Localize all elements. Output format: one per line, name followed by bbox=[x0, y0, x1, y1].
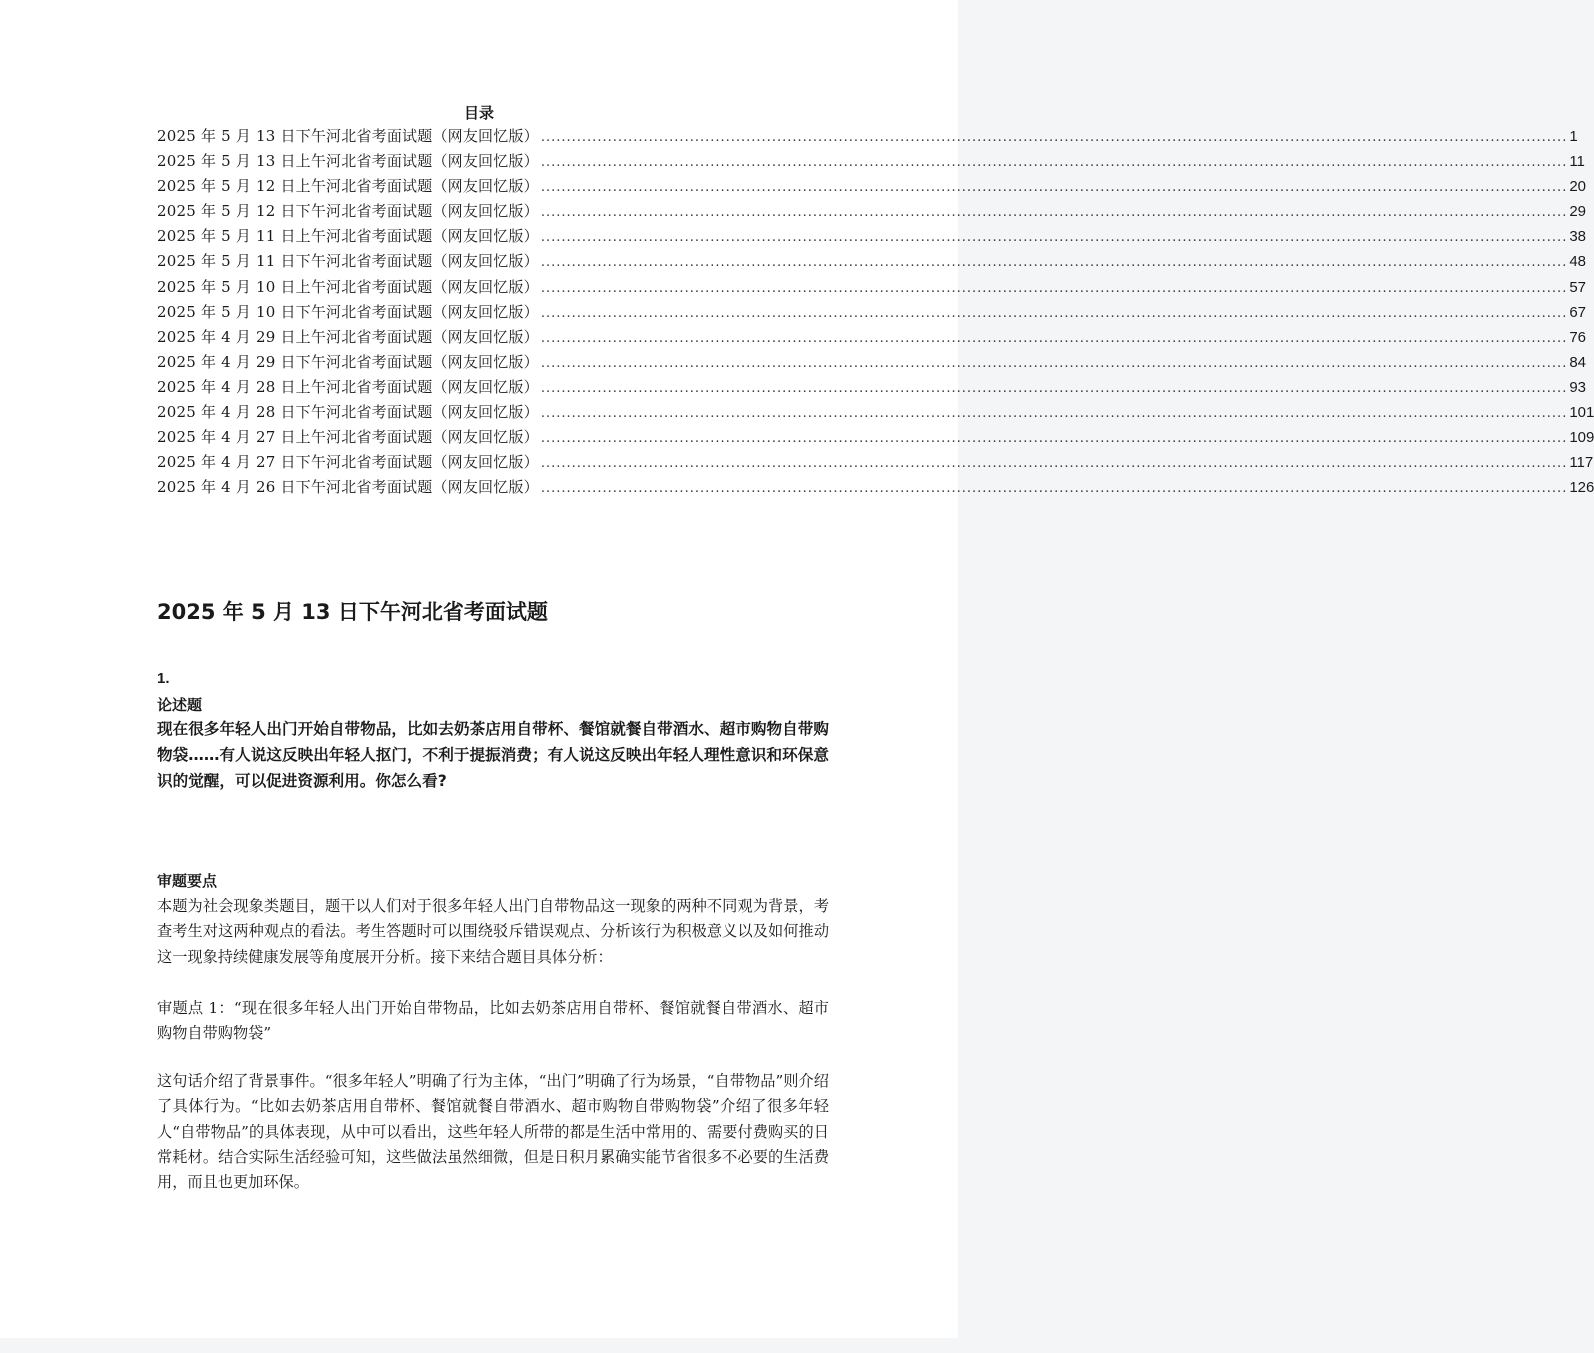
toc-entry[interactable] bbox=[157, 199, 1587, 224]
toc-leader-dots: ........................................................................................................................................................................................................ bbox=[540, 305, 1568, 321]
toc-entry-page: 109 bbox=[1569, 429, 1594, 447]
toc-entry-page: 48 bbox=[1569, 253, 1587, 271]
toc-entry[interactable] bbox=[157, 450, 1594, 475]
toc-entry[interactable] bbox=[157, 249, 1587, 274]
toc-entry-text: 2025 年 5 月 12 日上午河北省考面试题（网友回忆版） bbox=[157, 177, 539, 196]
analysis-heading: 审题要点 bbox=[157, 872, 218, 890]
analysis-paragraph: 这句话介绍了背景事件。“很多年轻人”明确了行为主体，“出门”明确了行为场景，“自带物品”则介绍了具体行为。“比如去奶茶店用自带杯、餐馆就餐自带酒水、超市购物自带购物袋”介绍了很多年轻人“自带物品”的具体表现，从中可以看出，这些年轻人所带的都是生活中常用的、需要付费购买的日常耗材。结合实际生活经验可知，这些做法虽然细微，但是日积月累确实能节省很多不必要的生活费用，而且也更加环保。 bbox=[157, 1072, 829, 1192]
section-title: 2025 年 5 月 13 日下午河北省考面试题 bbox=[157, 600, 548, 624]
toc-entry[interactable] bbox=[157, 124, 1578, 149]
toc-leader-dots: ........................................................................................................................................................................................................ bbox=[540, 255, 1568, 271]
toc-title: 目录 bbox=[463, 104, 494, 122]
toc-entry[interactable] bbox=[157, 174, 1587, 199]
toc-entry-text: 2025 年 4 月 26 日下午河北省考面试题（网友回忆版） bbox=[157, 478, 539, 497]
toc-entry[interactable] bbox=[157, 149, 1585, 174]
toc-leader-dots: ........................................................................................................................................................................................................ bbox=[540, 180, 1568, 196]
toc-entry-page: 57 bbox=[1569, 278, 1587, 296]
toc-entry-text: 2025 年 5 月 11 日下午河北省考面试题（网友回忆版） bbox=[157, 252, 539, 271]
toc-entry-text: 2025 年 5 月 10 日上午河北省考面试题（网友回忆版） bbox=[157, 277, 539, 296]
toc-entry-text: 2025 年 4 月 27 日上午河北省考面试题（网友回忆版） bbox=[157, 428, 539, 447]
toc-entry[interactable] bbox=[157, 224, 1587, 249]
analysis-paragraph: 审题点 1：“现在很多年轻人出门开始自带物品，比如去奶茶店用自带杯、餐馆就餐自带酒水、超市购物自带购物袋” bbox=[157, 999, 829, 1043]
analysis-paragraph: 本题为社会现象类题目，题干以人们对于很多年轻人出门自带物品这一现象的两种不同观为背景，考查考生对这两种观点的看法。考生答题时可以围绕驳斥错误观点、分析该行为积极意义以及如何推动这一现象持续健康发展等角度展开分析。接下来结合题目具体分析： bbox=[157, 897, 829, 966]
toc-entry[interactable] bbox=[157, 475, 1594, 500]
toc-entry[interactable] bbox=[157, 350, 1587, 375]
toc-entry[interactable] bbox=[157, 400, 1594, 425]
toc-entry-page: 76 bbox=[1569, 328, 1587, 346]
toc-entry-page: 101 bbox=[1569, 404, 1594, 422]
question-number: 1. bbox=[157, 670, 170, 687]
toc-leader-dots: ........................................................................................................................................................................................................ bbox=[540, 481, 1568, 497]
toc-entry-page: 126 bbox=[1569, 479, 1594, 497]
toc-leader-dots: ........................................................................................................................................................................................................ bbox=[540, 330, 1568, 346]
toc-entry-text: 2025 年 5 月 13 日上午河北省考面试题（网友回忆版） bbox=[157, 152, 539, 171]
toc-leader-dots: ........................................................................................................................................................................................................ bbox=[540, 431, 1568, 447]
toc-entry[interactable] bbox=[157, 375, 1587, 400]
toc-entry-text: 2025 年 5 月 13 日下午河北省考面试题（网友回忆版） bbox=[157, 127, 539, 145]
question-stem: 现在很多年轻人出门开始自带物品，比如去奶茶店用自带杯、餐馆就餐自带酒水、超市购物自带购物袋……有人说这反映出年轻人抠门，不利于提振消费；有人说这反映出年轻人理性意识和环保意识的觉醒，可以促进资源利用。你怎么看? bbox=[157, 720, 829, 790]
toc-entry-page: 93 bbox=[1569, 378, 1587, 396]
toc-entry-page: 38 bbox=[1569, 228, 1587, 246]
toc-entry[interactable] bbox=[157, 300, 1587, 325]
toc-entry-page: 84 bbox=[1569, 353, 1587, 371]
toc-entry-text: 2025 年 5 月 12 日下午河北省考面试题（网友回忆版） bbox=[157, 202, 539, 221]
toc-entry-text: 2025 年 4 月 29 日下午河北省考面试题（网友回忆版） bbox=[157, 352, 539, 371]
toc-entry-page: 67 bbox=[1569, 303, 1587, 321]
toc-leader-dots: ........................................................................................................................................................................................................ bbox=[540, 230, 1568, 246]
toc-leader-dots: ........................................................................................................................................................................................................ bbox=[540, 380, 1568, 396]
toc-entry-page: 29 bbox=[1569, 203, 1587, 221]
toc-entry-text: 2025 年 4 月 28 日下午河北省考面试题（网友回忆版） bbox=[157, 403, 539, 422]
question-type: 论述题 bbox=[157, 696, 203, 714]
toc-entry-page: 117 bbox=[1569, 454, 1594, 472]
toc-leader-dots: ........................................................................................................................................................................................................ bbox=[540, 355, 1568, 371]
toc-entry-text: 2025 年 5 月 10 日下午河北省考面试题（网友回忆版） bbox=[157, 302, 539, 321]
toc-entry-page: 1 bbox=[1569, 128, 1578, 145]
table-of-contents bbox=[157, 124, 1594, 500]
toc-entry-text: 2025 年 4 月 28 日上午河北省考面试题（网友回忆版） bbox=[157, 377, 539, 396]
toc-entry-page: 11 bbox=[1569, 153, 1585, 171]
toc-leader-dots: ........................................................................................................................................................................................................ bbox=[540, 406, 1568, 422]
toc-entry[interactable] bbox=[157, 425, 1594, 450]
toc-entry-page: 20 bbox=[1569, 178, 1587, 196]
toc-entry[interactable] bbox=[157, 275, 1587, 300]
toc-leader-dots: ........................................................................................................................................................................................................ bbox=[540, 456, 1568, 472]
toc-leader-dots: ........................................................................................................................................................................................................ bbox=[540, 280, 1568, 296]
toc-leader-dots: ........................................................................................................................................................................................................ bbox=[540, 155, 1568, 171]
toc-entry-text: 2025 年 4 月 29 日上午河北省考面试题（网友回忆版） bbox=[157, 327, 539, 346]
toc-entry-text: 2025 年 4 月 27 日下午河北省考面试题（网友回忆版） bbox=[157, 453, 539, 472]
toc-entry-text: 2025 年 5 月 11 日上午河北省考面试题（网友回忆版） bbox=[157, 227, 539, 246]
toc-entry[interactable] bbox=[157, 325, 1587, 350]
toc-leader-dots: ........................................................................................................................................................................................................ bbox=[540, 205, 1568, 221]
toc-leader-dots: ........................................................................................................................................................................................................ bbox=[540, 130, 1568, 145]
